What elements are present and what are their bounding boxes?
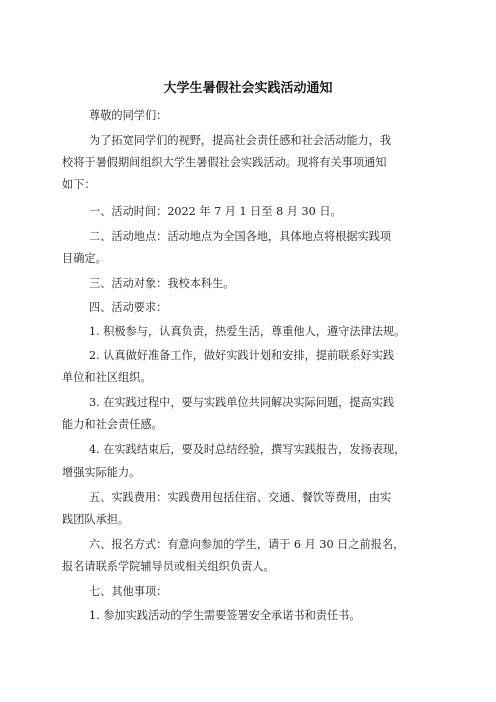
- other-1: 1. 参加实践活动的学生需要签署安全承诺书和责任书。: [89, 609, 361, 622]
- paragraph-line: 为了拓宽同学们的视野，提高社会责任感和社会活动能力，我: [89, 134, 392, 147]
- item-location-cont: 目确定。: [62, 252, 107, 265]
- item-expenses: 五、实践费用：实践费用包括住宿、交通、餐饮等费用，由实: [89, 491, 392, 504]
- requirement-4-cont: 增强实际能力。: [62, 466, 141, 479]
- item-time: 一、活动时间：2022 年 7 月 1 日至 8 月 30 日。: [89, 205, 342, 218]
- item-location: 二、活动地点：活动地点为全国各地，具体地点将根据实践项: [89, 230, 392, 243]
- requirement-2: 2. 认真做好准备工作，做好实践计划和安排，提前联系好实践: [89, 349, 395, 362]
- item-requirements-heading: 四、活动要求：: [89, 301, 168, 314]
- item-other-heading: 七、其他事项：: [89, 585, 168, 598]
- greeting-line: 尊敬的同学们：: [89, 109, 168, 122]
- document-title: 大学生暑假社会实践活动通知: [163, 81, 333, 96]
- requirement-2-cont: 单位和社区组织。: [62, 371, 152, 384]
- requirement-3: 3. 在实践过程中，要与实践单位共同解决实际问题，提高实践: [89, 396, 395, 409]
- requirement-3-cont: 能力和社会责任感。: [62, 418, 163, 431]
- item-participants: 三、活动对象：我校本科生。: [89, 277, 235, 290]
- requirement-4: 4. 在实践结束后，要及时总结经验，撰写实践报告，发扬表现，: [89, 443, 406, 456]
- item-expenses-cont: 践团队承担。: [62, 513, 130, 526]
- paragraph-line: 校将于暑假期间组织大学生暑假社会实践活动。现将有关事项通知: [62, 156, 387, 169]
- requirement-1: 1. 积极参与，认真负责，热爱生活，尊重他人，遵守法律法规。: [89, 325, 406, 338]
- item-registration-cont: 报名请联系学院辅导员或相关组织负责人。: [62, 560, 275, 573]
- paragraph-line: 如下：: [62, 178, 96, 191]
- item-registration: 六、报名方式：有意向参加的学生，请于 6 月 30 日之前报名，: [89, 538, 405, 551]
